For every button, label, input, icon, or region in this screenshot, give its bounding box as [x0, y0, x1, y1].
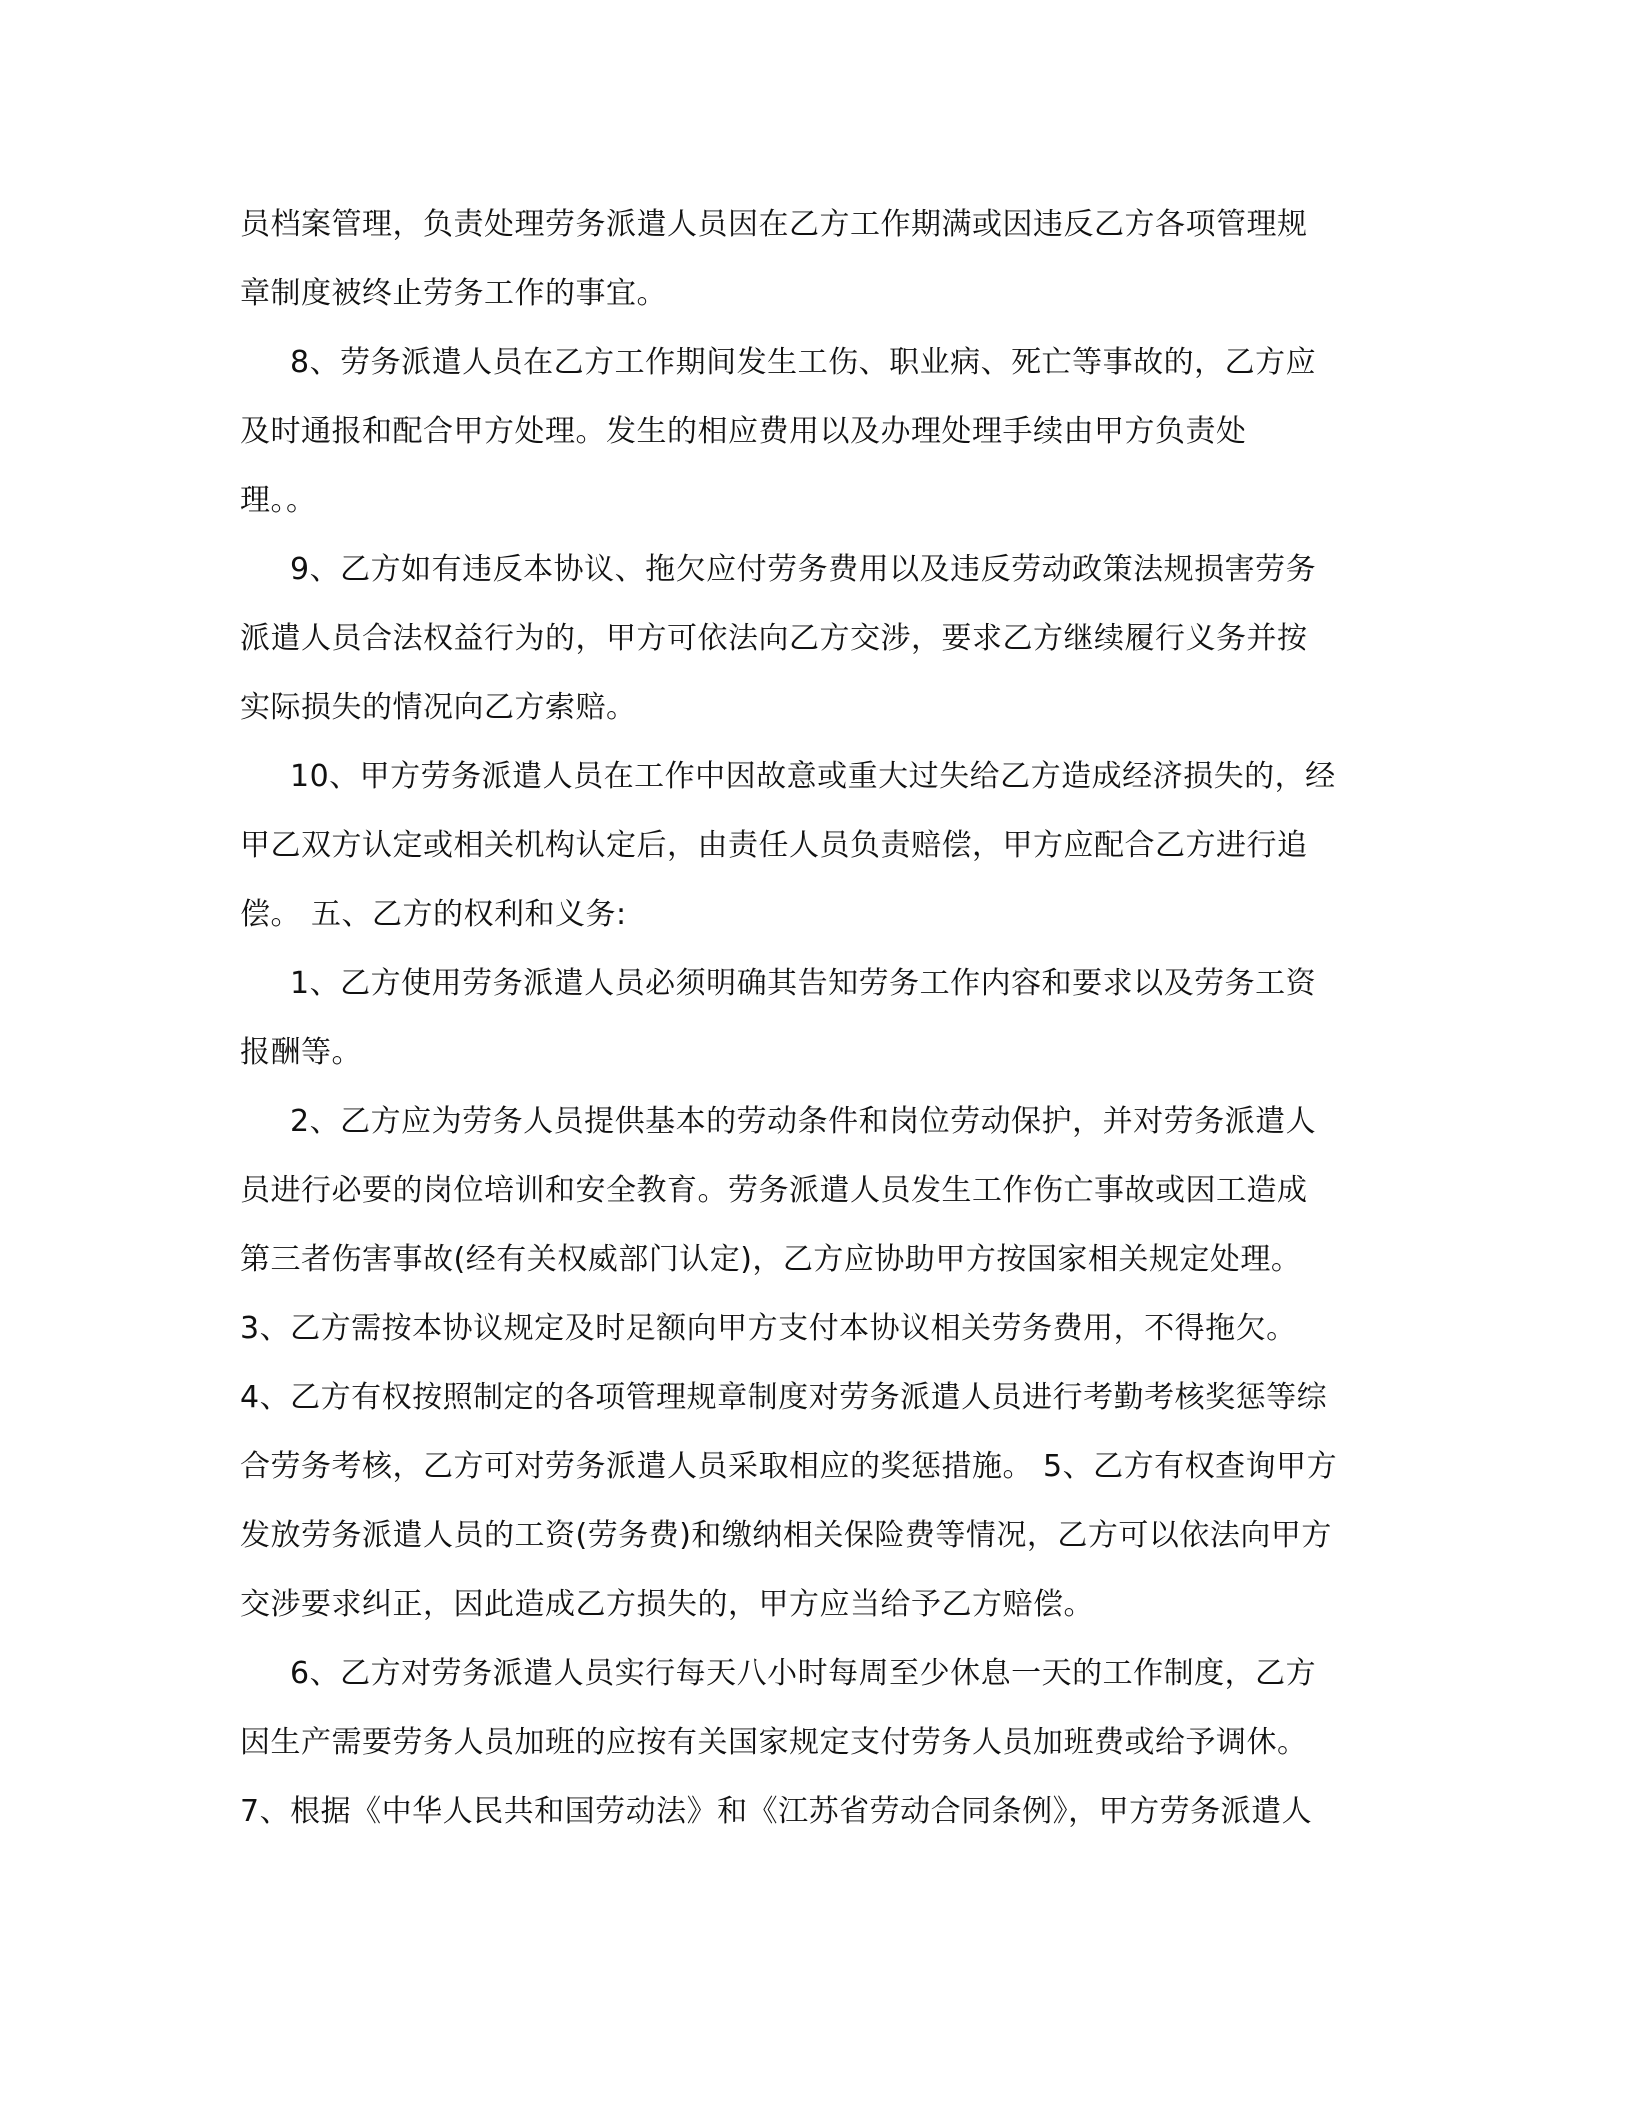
text-line: 理。。 [240, 483, 317, 518]
text-line: 4、乙方有权按照制定的各项管理规章制度对劳务派遣人员进行考勤考核奖惩等综 [240, 1380, 1328, 1415]
text-line: 员进行必要的岗位培训和安全教育。劳务派遣人员发生工作伤亡事故或因工造成 [240, 1173, 1308, 1208]
text-line: 因生产需要劳务人员加班的应按有关国家规定支付劳务人员加班费或给予调休。 [240, 1725, 1308, 1760]
text-line: 甲乙双方认定或相关机构认定后，由责任人员负责赔偿，甲方应配合乙方进行追 [240, 828, 1308, 863]
text-line: 7、根据《中华人民共和国劳动法》和《江苏省劳动合同条例》，甲方劳务派遣人 [240, 1794, 1313, 1829]
text-line: 交涉要求纠正，因此造成乙方损失的，甲方应当给予乙方赔偿。 [240, 1587, 1094, 1622]
text-line: 2、乙方应为劳务人员提供基本的劳动条件和岗位劳动保护，并对劳务派遣人 [290, 1104, 1317, 1139]
text-line: 报酬等。 [240, 1035, 362, 1070]
text-line: 合劳务考核，乙方可对劳务派遣人员采取相应的奖惩措施。 5、乙方有权查询甲方 [240, 1449, 1338, 1484]
text-line: 第三者伤害事故(经有关权威部门认定)，乙方应协助甲方按国家相关规定处理。 [240, 1242, 1302, 1277]
text-line: 1、乙方使用劳务派遣人员必须明确其告知劳务工作内容和要求以及劳务工资 [290, 966, 1317, 1001]
text-line: 10、甲方劳务派遣人员在工作中因故意或重大过失给乙方造成经济损失的，经 [290, 759, 1336, 794]
text-line: 9、乙方如有违反本协议、拖欠应付劳务费用以及违反劳动政策法规损害劳务 [290, 552, 1317, 587]
text-line: 派遣人员合法权益行为的，甲方可依法向乙方交涉，要求乙方继续履行义务并按 [240, 621, 1308, 656]
text-line: 及时通报和配合甲方处理。发生的相应费用以及办理处理手续由甲方负责处 [240, 414, 1247, 449]
text-line: 8、劳务派遣人员在乙方工作期间发生工伤、职业病、死亡等事故的，乙方应 [290, 345, 1317, 380]
text-line: 偿。 五、乙方的权利和义务: [240, 897, 627, 932]
text-line: 6、乙方对劳务派遣人员实行每天八小时每周至少休息一天的工作制度，乙方 [290, 1656, 1317, 1691]
text-line: 3、乙方需按本协议规定及时足额向甲方支付本协议相关劳务费用，不得拖欠。 [240, 1311, 1297, 1346]
text-line: 发放劳务派遣人员的工资(劳务费)和缴纳相关保险费等情况，乙方可以依法向甲方 [240, 1518, 1332, 1553]
text-line: 实际损失的情况向乙方索赔。 [240, 690, 637, 725]
text-line: 员档案管理，负责处理劳务派遣人员因在乙方工作期满或因违反乙方各项管理规 [240, 207, 1308, 242]
text-line: 章制度被终止劳务工作的事宜。 [240, 276, 667, 311]
